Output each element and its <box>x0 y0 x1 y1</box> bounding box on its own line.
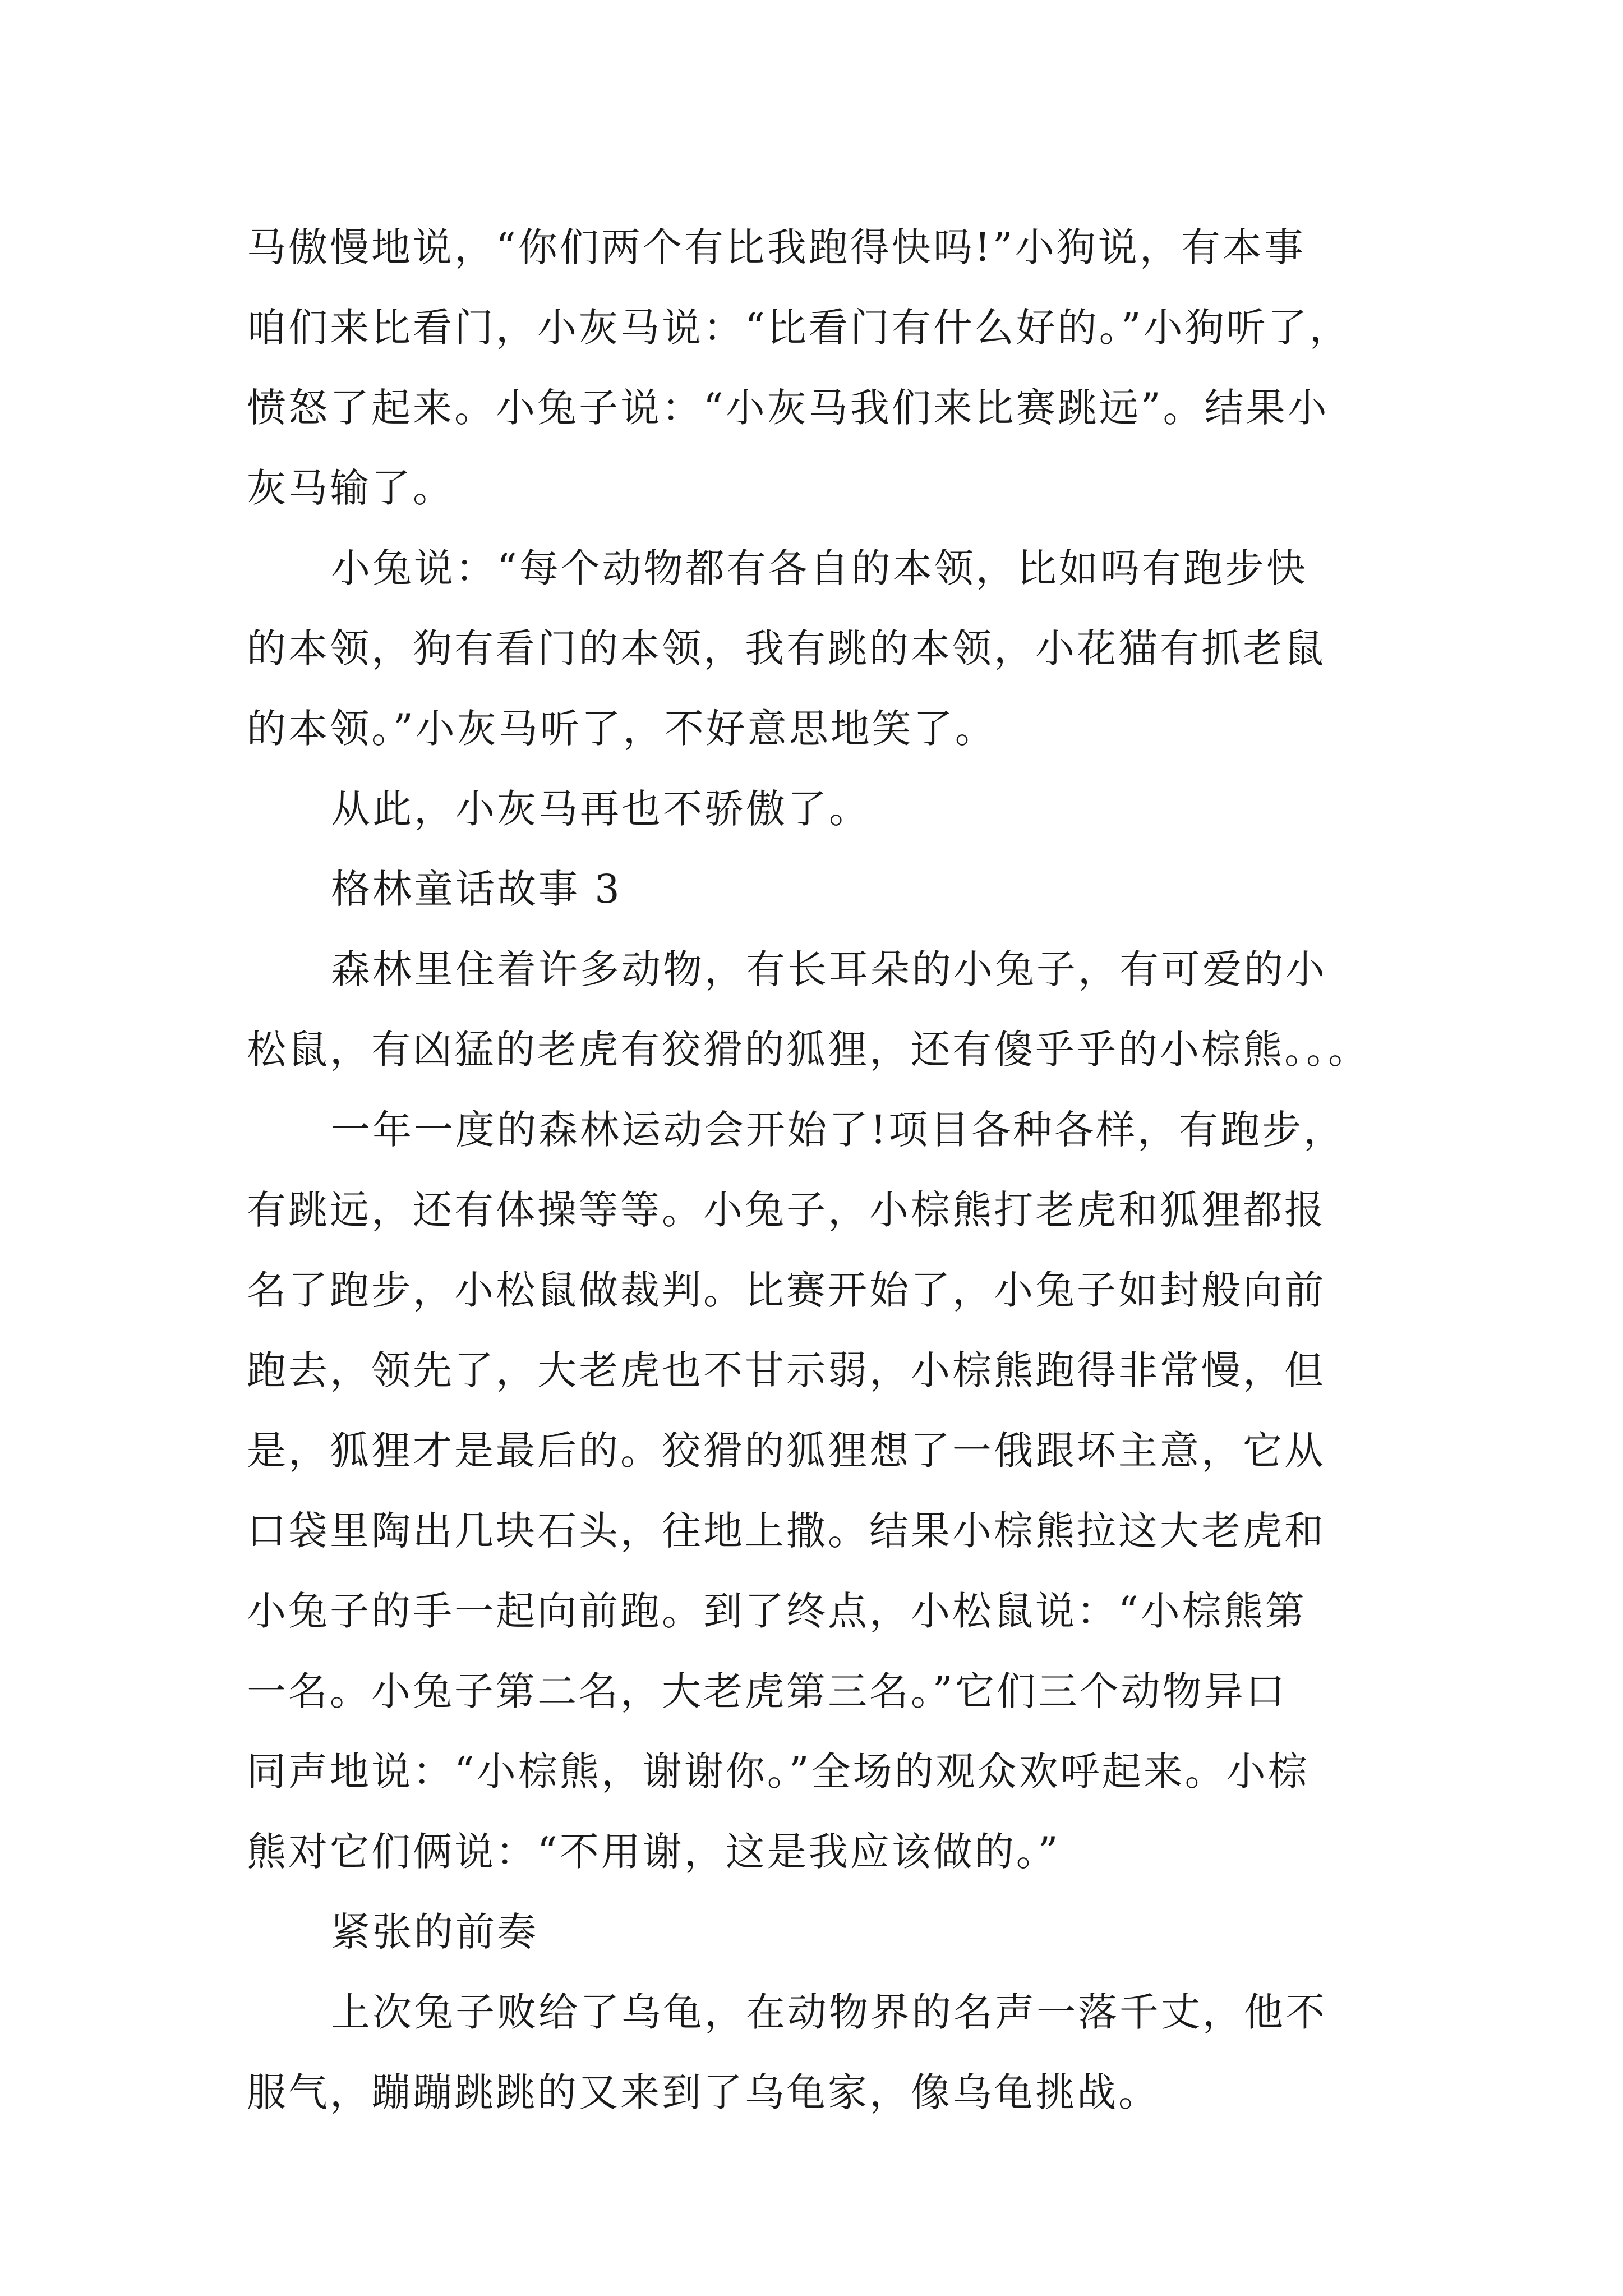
text-line: 从此，小灰马再也不骄傲了。 <box>331 786 870 832</box>
text-line: 口袋里陶出几块石头，往地上撒。结果小棕熊拉这大老虎和 <box>247 1508 1326 1554</box>
text-line: 的本领。”小灰马听了，不好意思地笑了。 <box>247 706 997 752</box>
text-line: 咱们来比看门，小灰马说：“比看门有什么好的。”小狗听了， <box>247 305 1351 351</box>
text-line: 愤怒了起来。小兔子说：“小灰马我们来比赛跳远”。结果小 <box>247 385 1329 431</box>
section-heading: 紧张的前奏 <box>331 1909 538 1955</box>
text-line: 同声地说：“小棕熊，谢谢你。”全场的观众欢呼起来。小棕 <box>247 1749 1310 1795</box>
text-line: 松鼠，有凶猛的老虎有狡猾的狐狸，还有傻乎乎的小棕熊。。。 <box>247 1027 1370 1073</box>
text-line: 一年一度的森林运动会开始了!项目各种各样，有跑步， <box>331 1107 1345 1153</box>
text-line: 森林里住着许多动物，有长耳朵的小兔子，有可爱的小 <box>331 946 1327 992</box>
text-line: 小兔子的手一起向前跑。到了终点，小松鼠说：“小棕熊第 <box>247 1588 1307 1634</box>
text-line: 上次兔子败给了乌龟，在动物界的名声一落千丈，他不 <box>331 1989 1327 2035</box>
section-heading: 格林童话故事 3 <box>331 866 622 912</box>
text-line: 有跳远，还有体操等等。小兔子，小棕熊打老虎和狐狸都报 <box>247 1187 1326 1233</box>
text-line: 服气，蹦蹦跳跳的又来到了乌龟家，像乌龟挑战。 <box>247 2069 1160 2115</box>
text-line: 灰马输了。 <box>247 465 454 511</box>
text-line: 一名。小兔子第二名，大老虎第三名。”它们三个动物异口 <box>247 1668 1287 1714</box>
text-line: 的本领，狗有看门的本领，我有跳的本领，小花猫有抓老鼠 <box>247 625 1326 671</box>
text-line: 熊对它们俩说：“不用谢，这是我应该做的。” <box>247 1829 1061 1875</box>
text-line: 小兔说：“每个动物都有各自的本领，比如吗有跑步快 <box>331 545 1308 591</box>
text-line: 是，狐狸才是最后的。狡猾的狐狸想了一俄跟坏主意，它从 <box>247 1428 1326 1474</box>
text-line: 马傲慢地说，“你们两个有比我跑得快吗!”小狗说，有本事 <box>247 224 1306 270</box>
text-line: 名了跑步，小松鼠做裁判。比赛开始了，小兔子如封般向前 <box>247 1267 1326 1313</box>
text-line: 跑去，领先了，大老虎也不甘示弱，小棕熊跑得非常慢，但 <box>247 1347 1326 1393</box>
story-text <box>247 208 1413 2133</box>
